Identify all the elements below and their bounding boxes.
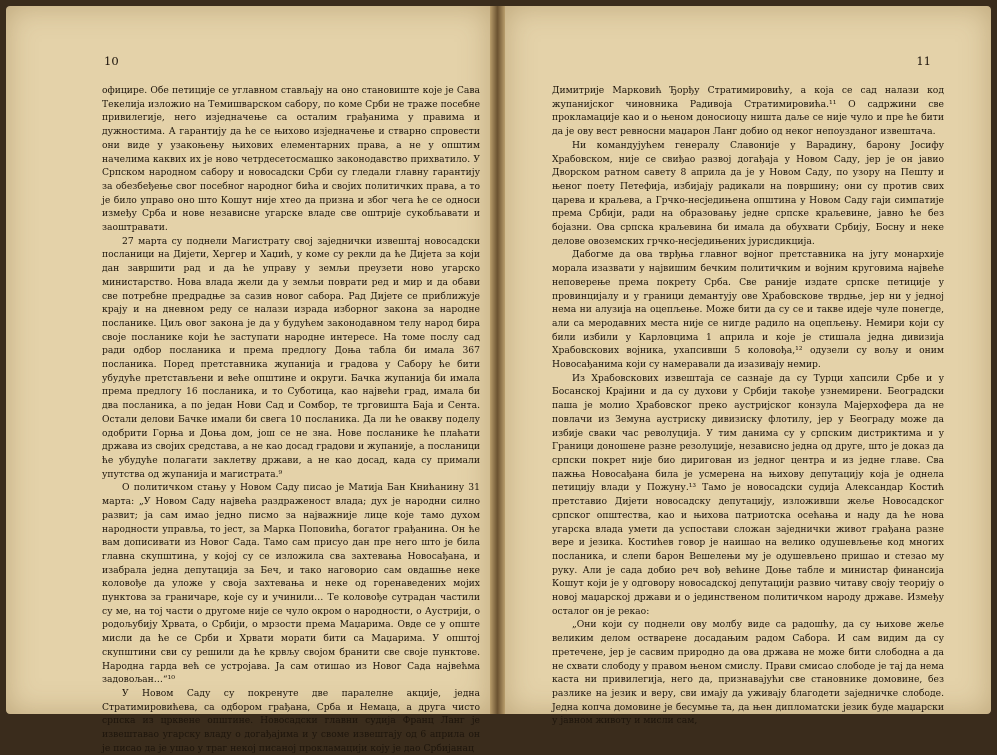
left-page-text xyxy=(102,84,480,755)
paragraph: „Они који су поднели ову молбу виде са радошћу, да су њихове жеље великим делом остварене досадањим радом Сабора. И сам видим да су претечене, јер је сасвим природно да ова држава не може бити слободна а да не схвати слободу у правом њеном смислу. Прави смисао слободе је тај да нема каста ни привилегија, него да, признавајући све становнике домовине, без разлике на језик и веру, сви имају да уживају благодети заједничке слободе. Једна копча домовине је бесумње та, да њен дипломатски језик буде маџарски у јавном животу и мисли сам, xyxy=(552,619,944,727)
paragraph: Димитрије Марковић Ђорђу Стратимировићу, а која се сад налази код жупанијског чиновника Радивоја Стратимировића.¹¹ О садржини све прокламације као и о њеном доносиоцу ништа даље се није чуло и пре ће бити да је ову вест ревносни маџарон Ланг добио од неког непоузданог извештача. xyxy=(552,85,944,138)
paragraph: 27 марта су поднели Магистрату свој заједнички извештај новосадски посланици на Дијети, Хергер и Хаџић, у коме су рекли да ће Дијета за који дан завршити рад и да ће управу у земљи преузети ново угарско министарство. Нова влада жели да у земљи поврати ред и мир и да обави све потребне предрадње за сазив новог сабора. Рад Дијете се приближује крају и на дневном реду се налази израда изборног закона за народне посланике. Циљ овог закона је да у будућем законодавном телу народ бира своје посланике који ће заступати народне интересе. На томе послу сад ради одбор посланика и према предлогу Доња табла би имала 367 посланика. Поред претставника жупанија и градова у Сабору ће бити убудуће претстављени и веће општине и округи. Бачка жупанија би имала према предлогу 16 посланика, и то Суботица, као највећи град, имала би два посланика, а по један Нови Сад и Сомбор, те трговишта Баја и Сента. Остали делови Бачке имали би свега 10 посланика. Да ли ће овакву поделу одобрити Горња и Доња дом, још се не зна. Нове посланике ће плаћати држава из својих средстава, а не као досад градови и жупаније, а посланици ће убудуће полагати заклетву држави, а не као досад, када су примали упутства од жупанија и магистрата.⁹ xyxy=(102,235,480,480)
paragraph: официре. Обе петиције се углавном стављају на оно становиште које је Сава Текелија изложио на Темишварском сабору, по коме Срби не траже посебне привилегије, него изједначење са осталим грађанима у правима и дужностима. А гарантију да ће се њихово изједначење и стварно спровести они виде у узакоњењу њихових елементарних права, а не у општим начелима каквих их је ново четрдесетосмашко законодавство прихватило. У Српском народном сабору и новосадски Срби су гледали главну гарантију за обезбеђење свог посебног народног бића и својих политичких права, а то је било управо оно што Кошут није хтео да призна и због чега ће се односи између Срба и нове независне угарске владе све оштрије сукобљавати и заоштравати. xyxy=(102,85,480,234)
right-page-text xyxy=(552,84,944,728)
left-page-number: 10 xyxy=(104,54,119,68)
book-gutter xyxy=(490,6,505,714)
paragraph: Дабогме да ова тврђња главног војног претставника на југу монархије морала изазвати у највишим бечким политичким и војним круговима највеће неповерење према покрету Срба. Све раније издате српске петиције у провинцијалу и у граници демантују ове Храбовскове тврдње, јер ни у једној нема ни алузија на оцепљење. Може бити да су се и такве идеје чуле понегде, али са меродавних места није се нигде радило на оцепљењу. Немири који су били избили у Карловцима 1 априла и које је стишала једна дивизија Храбовскових војника, ухапсивши 5 коловођа,¹² одузели су вољу и оним Новосађанима који су намеравали да изазивају немир. xyxy=(552,249,944,371)
left-page xyxy=(6,6,490,754)
right-page xyxy=(505,6,991,727)
paragraph: Ни командујућем генералу Славоније у Варадину, барону Јосифу Храбовском, није се свиђао развој догађаја у Новом Саду, јер је он јавио Дворском ратном савету 8 априла да је у Новом Саду, по узору на Пешту и њеног поету Петефија, избијају радикали на површину; они су против свих царева и краљева, а Грчко-несједињена општина у Новом Саду гаји симпатије према Србији, ради на образовању једне српске краљевине, јавно ће без бојазни. Ова српска краљевина би имала да обухвати Србију, Босну и неке делове овоземских грчко-несједињених јурисдикција. xyxy=(552,139,944,247)
right-page-number: 11 xyxy=(916,54,931,68)
paragraph: У Новом Саду су покренуте две паралелне акције, једна Стратимировићева, са одбором грађана, Срба и Немаца, а друга чисто српска из црквене општине. Новосадски главни судија Франц Ланг је извештавао угарску владу о догађајима и у своме извештају од 6 априла он је писао да је ушао у траг некој писаној прокламацији коју је дао Србијанац xyxy=(102,687,480,754)
paragraph: Из Храбовскових извештаја се сазнаје да су Турци хапсили Србе и у Босанској Крајини и да су духови у Србији такође узнемирени. Београдски паша је молио Храбовског преко аустријског конзула Мајерхофера да не повлачи из Земуна аустриску дивизиску флотилу, јер у Београду може да избије сваки час револуција. У тим данима су у српским дистриктима и у Граници доношене разне резолуције, независно једна од друге, што је доказ да српски покрет није био диригован из једног центра и из једне главе. Сва пажња Новосађана била је усмерена на њихову депутацију која је однела петицију влади у Пожуну.¹³ Тамо је новосадски судија Александар Костић претставио Дијети новосадску депутацију, изложивши жеље Новосадског српског општества, као и њихова патриотска осећања и наду да ће нова угарска влада умети да успостави сложан заједнички живот грађана разне вере и језика. Костићев говор је наишао на велико одушевљење код многих посланика, и слепи барон Вешелењи му је одушевљено пришао и стезао му руку. Али је сада добио реч вођ већине Доње табле и министар финансија Кошут који је у одговору новосадској депутацији развио читаву своју теорију о новој маџарској држави и о јединственом политичком народу државе. Између осталог он је рекао: xyxy=(552,372,944,617)
paragraph: О политичком стању у Новом Саду писао је Матија Бан Книћанину 31 марта: „У Новом Саду највећа раздраженост влада; дух је народни силно развит; ја сам имао једно писмо за најважније лице које тамо духом народности управља, то јест, за Марка Поповића, богатог грађанина. Он ће вам дописивати из Новог Сада. Тамо сам присуо дан пре него што је била главна скупштина, у којој су се изложила сва захтевања Новосађана, и изабрала једна депутација за Беч, и тако наговорио сам овдашње неке коловође да уложе у своја захтевања и неке од горенаведених мојих пунктова за граничаре, које су и учинили… Те коловође сутрадан частили су ме, на тој части о другоме није се чуло окром о народности, о Аустрији, о родољубију Хрвата, о Србији, о мрзости према Маџарима. Овде се у опште мисли да ће се Срби и Хрвати морати бити са Маџарима. У општој скупштини сви су решили да ће крвљу својом бранити све своје пунктове. Народна гарда већ се устројава. Ја сам отишао из Новог Сада највећма задовољан…“¹⁰ xyxy=(102,482,480,686)
